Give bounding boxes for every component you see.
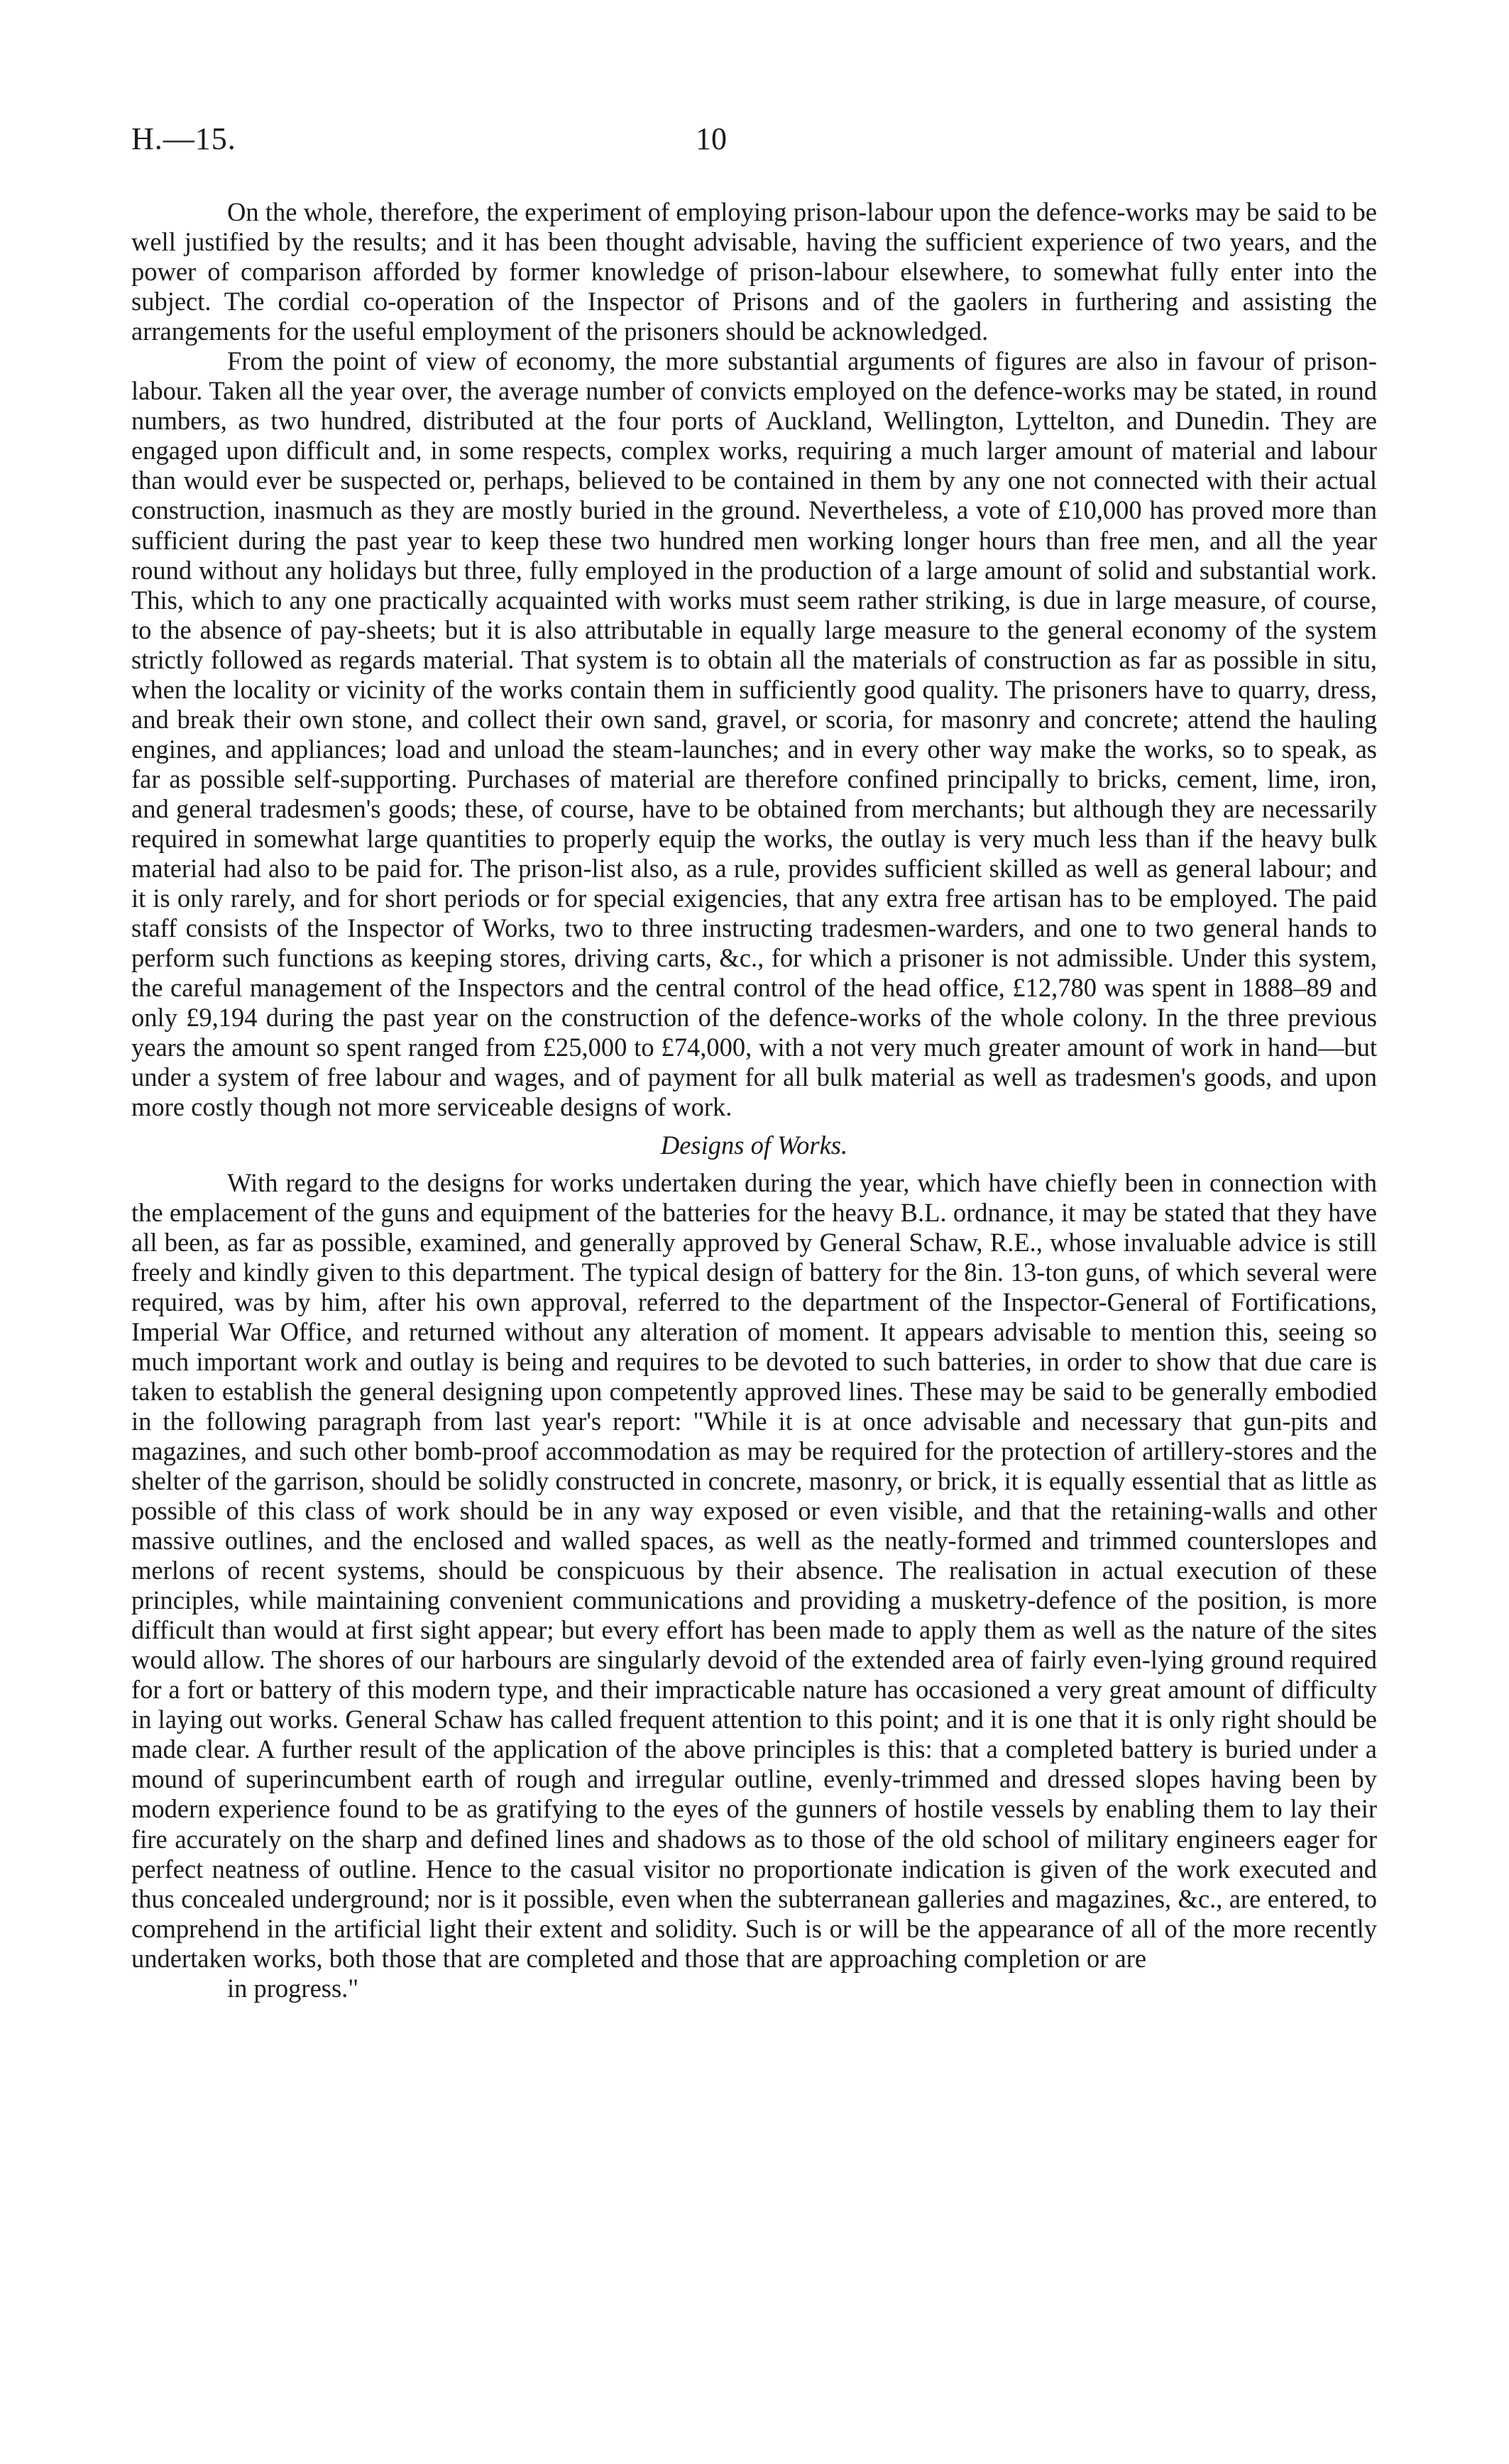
paragraph: From the point of view of economy, the more substantial arguments of figures are also in favour of prison-labour. Taken all the year over, the average number of convicts employed on the defence-works may be stated, in round numbers, as two hundred, distributed at the four ports of Auckland, Wellington, Lyttelton, and Dunedin. They are engaged upon difficult and, in some respects, complex works, requiring a much larger amount of material and labour than would ever be suspected or, perhaps, believed to be contained in them by any one not connected with their actual construction, inasmuch as they are mostly buried in the ground. Nevertheless, a vote of £10,000 has proved more than sufficient during the past year to keep these two hundred men working longer hours than free men, and all the year round without any holidays but three, fully employed in the production of a large amount of solid and substantial work. This, which to any one practically acquainted with works must seem rather striking, is due in large measure, of course, to the absence of pay-sheets; but it is also attributable in equally large measure to the general economy of the system strictly followed as regards material. That system is to obtain all the materials of construction as far as possible in situ, when the locality or vicinity of the works contain them in sufficiently good quality. The prisoners have to quarry, dress, and break their own stone, and collect their own sand, gravel, or scoria, for masonry and concrete; attend the hauling engines, and appliances; load and unload the steam-launches; and in every other way make the works, so to speak, as far as possible self-supporting. Purchases of material are therefore confined principally to bricks, cement, lime, iron, and general tradesmen's goods; these, of course, have to be obtained from merchants; but although they are necessarily required in somewhat large quantities to properly equip the works, the outlay is very much less than if the heavy bulk material had also to be paid for. The prison-list also, as a rule, provides sufficient skilled as well as general labour; and it is only rarely, and for short periods or for special exigencies, that any extra free artisan has to be employed. The paid staff consists of the Inspector of Works, two to three instructing tradesmen-warders, and one to two general hands to perform such functions as keeping stores, driving carts, &c., for which a prisoner is not admissible. Under this system, the careful management of the Inspectors and the central control of the head office, £12,780 was spent in 1888–89 and only £9,194 during the past year on the construction of the defence-works of the whole colony. In the three previous years the amount so spent ranged from £25,000 to £74,000, with a not very much greater amount of work in hand—but under a system of free labour and wages, and of payment for all bulk material as well as tradesmen's goods, and upon more costly though not more serviceable designs of work. (131, 346, 1377, 1122)
paragraph: On the whole, therefore, the experiment of employing prison-labour upon the defence-works may be said to be well justified by the results; and it has been thought advisable, having the sufficient experience of two years, and the power of comparison afforded by former knowledge of prison-labour elsewhere, to somewhat fully enter into the subject. The cordial co-operation of the Inspector of Prisons and of the gaolers in furthering and assisting the arrangements for the useful employment of the prisoners should be acknowledged. (131, 197, 1377, 346)
section-heading: Designs of Works. (660, 1131, 848, 1160)
paragraph: With regard to the designs for works undertaken during the year, which have chiefly been in connection with the emplacement of the guns and equipment of the batteries for the heavy B.L. ordnance, it may be stated that they have all been, as far as possible, examined, and generally approved by General Schaw, R.E., whose invaluable advice is still freely and kindly given to this department. The typical design of battery for the 8in. 13-ton guns, of which several were required, was by him, after his own approval, referred to the department of the Inspector-General of Fortifications, Imperial War Office, and returned without any alteration of moment. It appears advisable to mention this, seeing so much important work and outlay is being and requires to be devoted to such batteries, in order to show that due care is taken to establish the general designing upon competently approved lines. These may be said to be generally embodied in the following paragraph from last year's report: "While it is at once advisable and necessary that gun-pits and magazines, and such other bomb-proof accommodation as may be required for the protection of artillery-stores and the shelter of the garrison, should be solidly constructed in concrete, masonry, or brick, it is equally essential that as little as possible of this class of work should be in any way exposed or even visible, and that the retaining-walls and other massive outlines, and the enclosed and walled spaces, as well as the neatly-formed and trimmed counterslopes and merlons of recent systems, should be conspicuous by their absence. The realisation in actual execution of these principles, while maintaining convenient communications and providing a musketry-defence of the position, is more difficult than would at first sight appear; but every effort has been made to apply them as well as the nature of the sites would allow. The shores of our harbours are singularly devoid of the extended area of fairly even-lying ground required for a fort or battery of this modern type, and their impracticable nature has occasioned a very great amount of difficulty in laying out works. General Schaw has called frequent attention to this point; and it is one that it is only right should be made clear. A further result of the application of the above principles is this: that a completed battery is buried under a mound of superincumbent earth of rough and irregular outline, evenly-trimmed and dressed slopes having been by modern experience found to be as gratifying to the eyes of the gunners of hostile vessels by enabling them to lay their fire accurately on the sharp and defined lines and shadows as to those of the old school of military engineers eager for perfect neatness of outline. Hence to the casual visitor no proportionate indication is given of the work executed and thus concealed underground; nor is it possible, even when the subterranean galleries and magazines, &c., are entered, to comprehend in the artificial light their extent and solidity. Such is or will be the appearance of all of the more recently undertaken works, both those that are completed and those that are approaching completion or are (131, 1167, 1377, 1973)
document-reference: H.—15. (131, 121, 236, 156)
body-text (131, 197, 1377, 2003)
page-header (131, 121, 1381, 163)
page-number: 10 (696, 121, 727, 156)
paragraph-continuation: in progress." (227, 1973, 359, 2003)
